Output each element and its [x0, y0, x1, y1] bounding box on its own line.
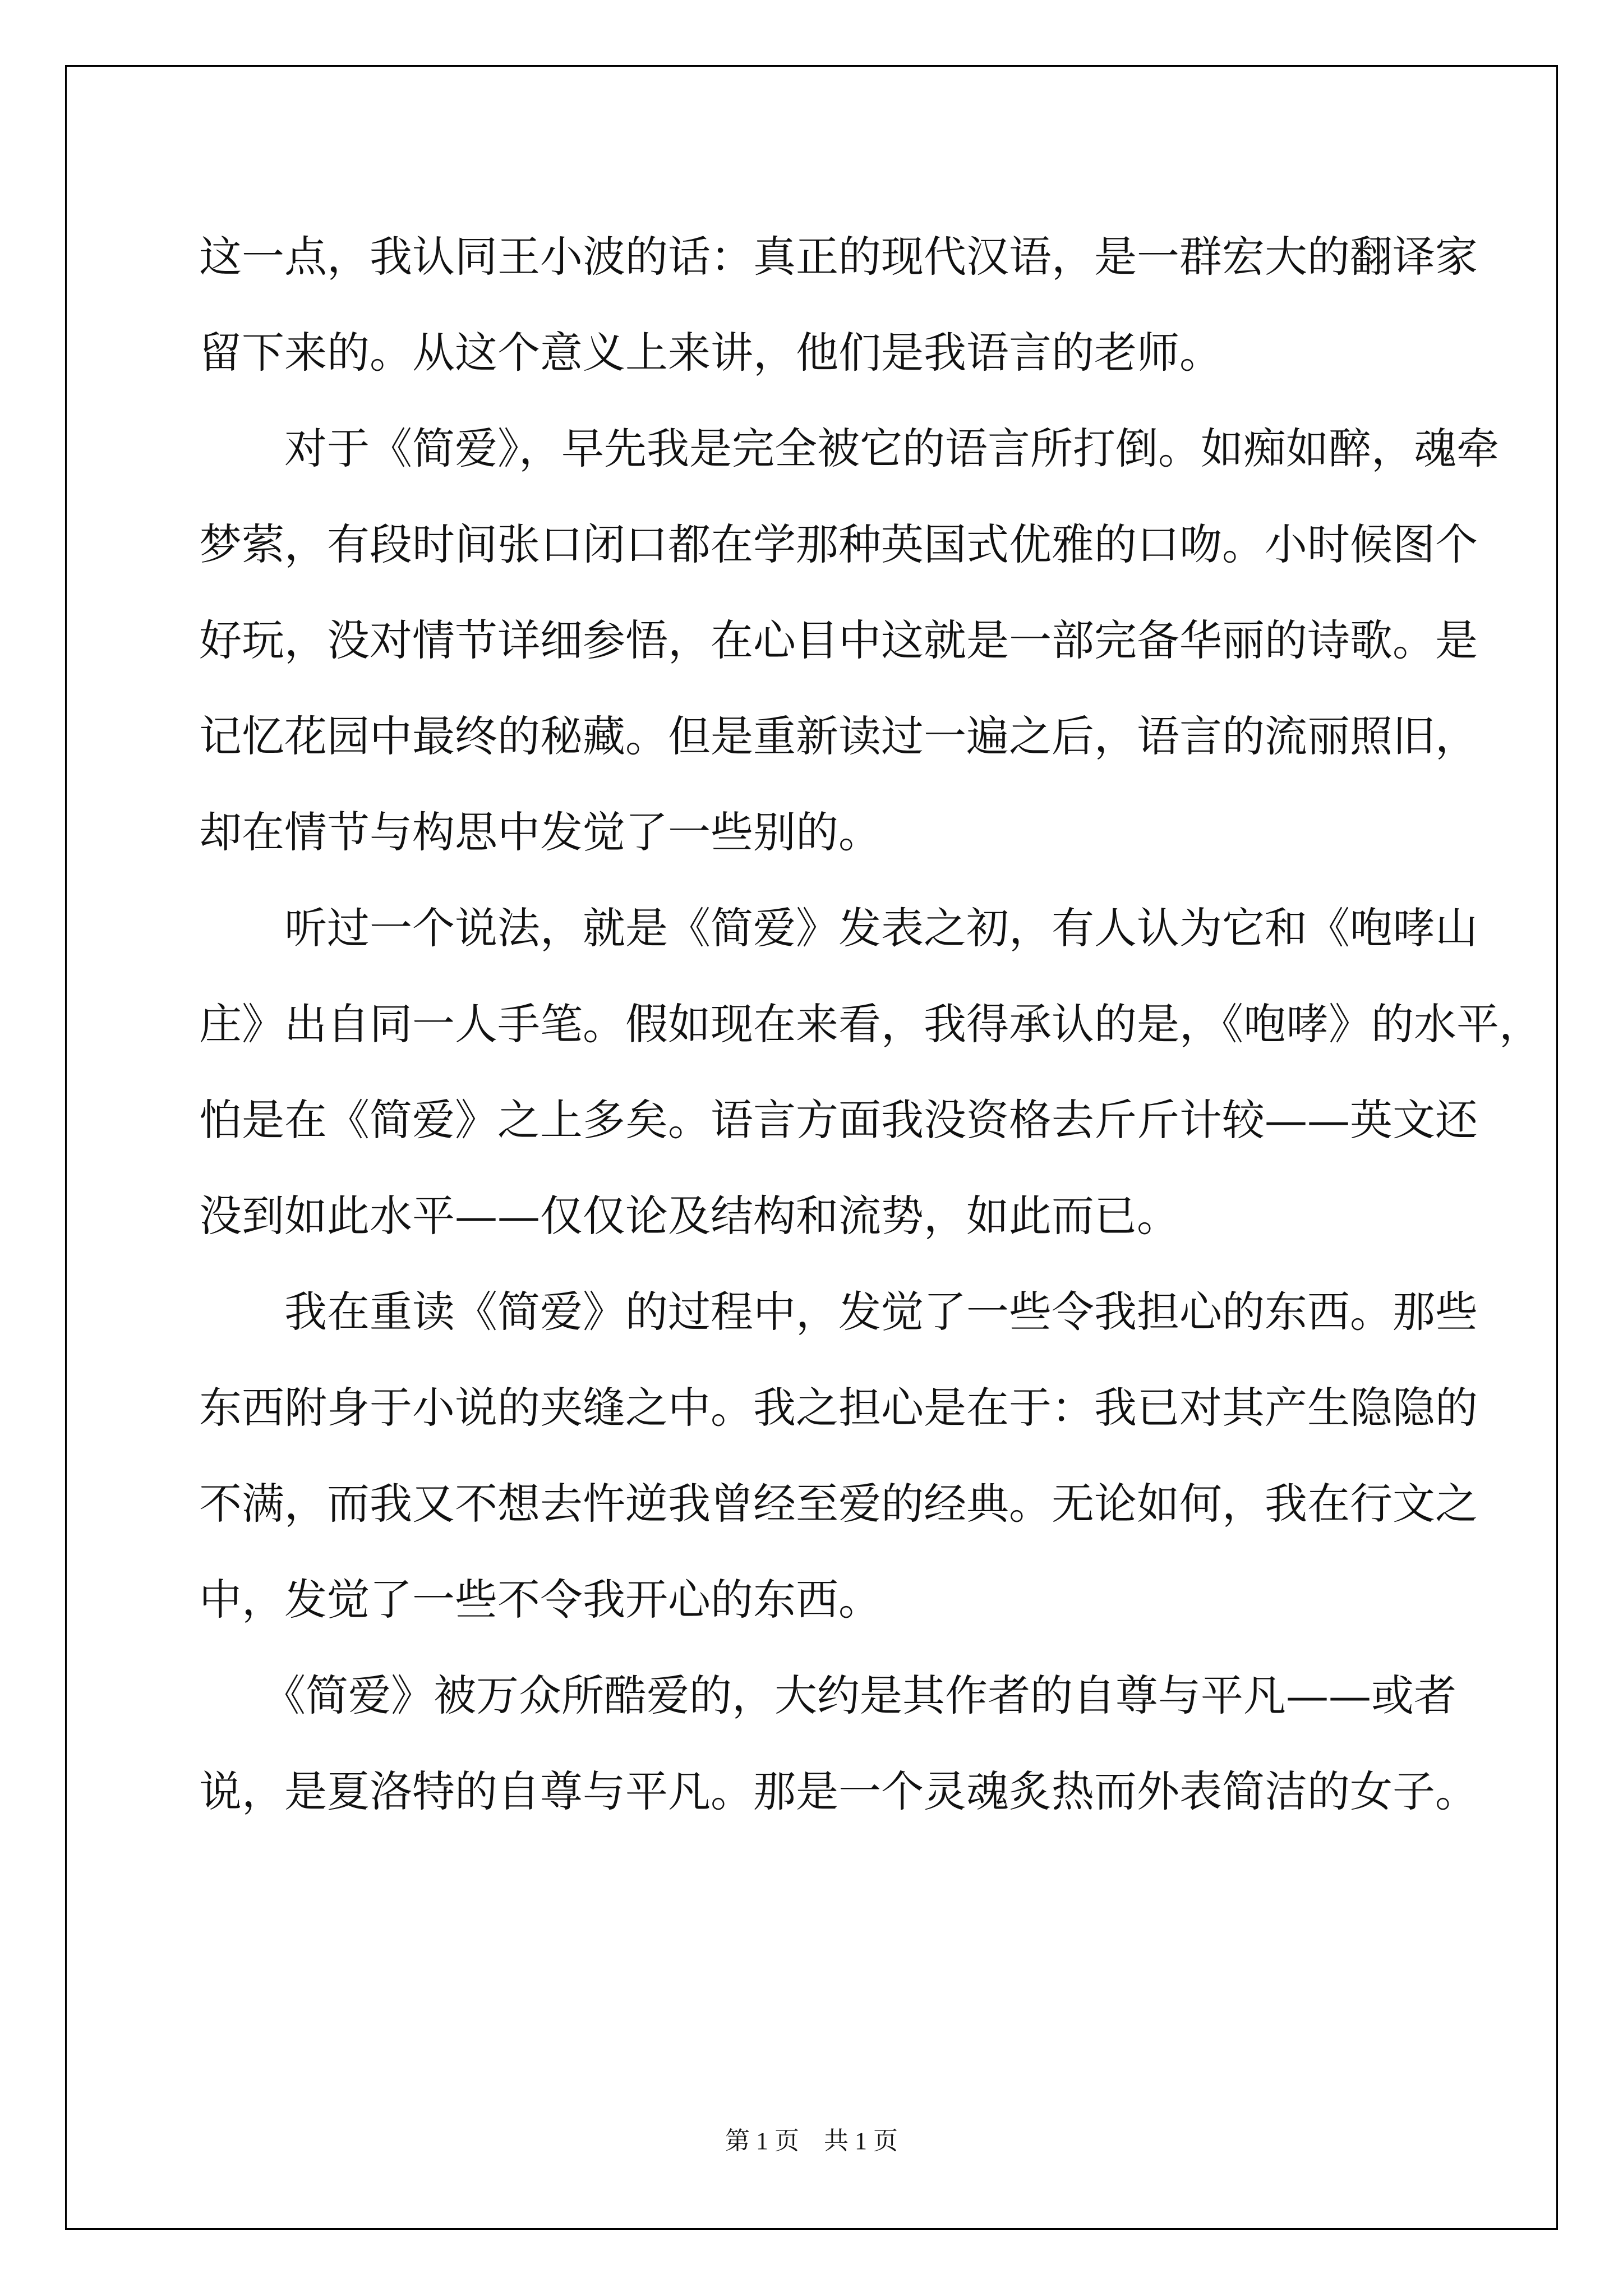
- text-line: 中，发觉了一些不令我开心的东西。: [199, 1575, 881, 1625]
- text-line: 不满，而我又不想去忤逆我曾经至爱的经典。无论如何，我在行文之: [199, 1479, 1478, 1529]
- text-line: 却在情节与构思中发觉了一些别的。: [199, 807, 881, 857]
- page-footer: 第 1 页 共 1 页: [725, 2127, 898, 2155]
- text-line: 梦萦，有段时间张口闭口都在学那种英国式优雅的口吻。小时候图个: [199, 519, 1478, 569]
- text-line: 《简爱》被万众所酷爱的，大约是其作者的自尊与平凡——或者: [199, 1671, 1456, 1720]
- text-line: 庄》出自同一人手笔。假如现在来看，我得承认的是，《咆哮》的水平，: [199, 999, 1542, 1049]
- text-line: 没到如此水平——仅仅论及结构和流势，如此而已。: [199, 1191, 1179, 1241]
- text-line: 留下来的。从这个意义上来讲，他们是我语言的老师。: [199, 328, 1222, 378]
- text-line: 听过一个说法，就是《简爱》发表之初，有人认为它和《咆哮山: [199, 903, 1478, 953]
- text-line: 这一点，我认同王小波的话：真正的现代汉语，是一群宏大的翻译家: [199, 232, 1478, 282]
- text-line: 怕是在《简爱》之上多矣。语言方面我没资格去斤斤计较——英文还: [199, 1095, 1478, 1145]
- text-line: 对于《简爱》，早先我是完全被它的语言所打倒。如痴如醉，魂牵: [199, 424, 1499, 473]
- text-line: 好玩，没对情节详细参悟，在心目中这就是一部完备华丽的诗歌。是: [199, 615, 1478, 665]
- text-line: 记忆花园中最终的秘藏。但是重新读过一遍之后，语言的流丽照旧，: [199, 711, 1478, 761]
- text-line: 东西附身于小说的夹缝之中。我之担心是在于：我已对其产生隐隐的: [199, 1383, 1478, 1433]
- text-line: 我在重读《简爱》的过程中，发觉了一些令我担心的东西。那些: [199, 1287, 1478, 1337]
- document-body: [199, 209, 1542, 1839]
- text-line: 说，是夏洛特的自尊与平凡。那是一个灵魂炙热而外表简洁的女子。: [199, 1766, 1478, 1816]
